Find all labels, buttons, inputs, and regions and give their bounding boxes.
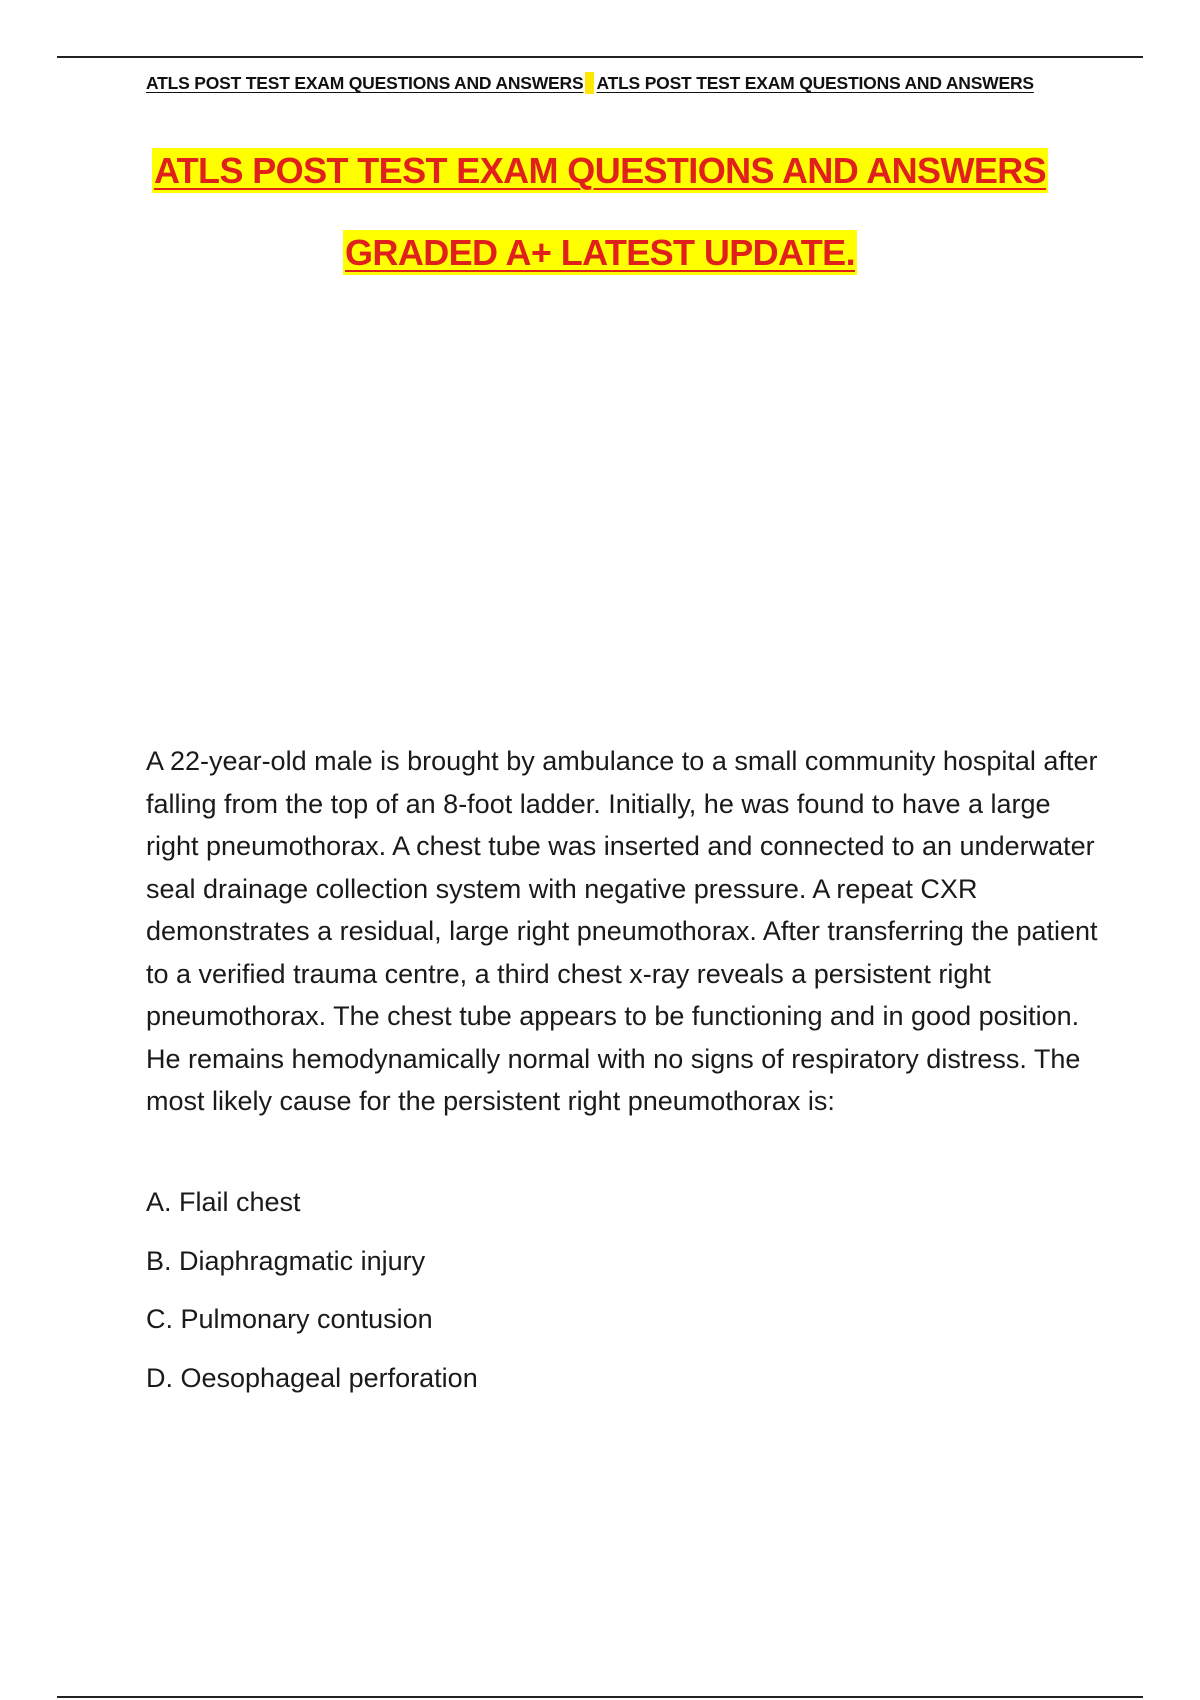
- question-text: A 22-year-old male is brought by ambulance to a small community hospital after falling from the top of an 8-foot ladder. Initially, he was found to have a large right pneumothorax. A chest tube was inserted and connected to an underwater seal drainage collection system with negative pressure. A repeat CXR demonstrates a residual, large right pneumothorax. After transferring the patient to a verified trauma centre, a third chest x-ray reveals a persistent right pneumothorax. The chest tube appears to be functioning and in good position. He remains hemodynamically normal with no signs of respiratory distress. The most likely cause for the persistent right pneumothorax is:: [146, 746, 1098, 1116]
- option-a: A. Flail chest: [146, 1187, 301, 1217]
- option-b: B. Diaphragmatic injury: [146, 1245, 426, 1276]
- running-header: [146, 72, 1076, 94]
- option-c: C. Pulmonary contusion: [146, 1304, 433, 1334]
- document-title-text-2: GRADED A+ LATEST UPDATE.: [345, 232, 855, 273]
- running-header-left: ATLS POST TEST EXAM QUESTIONS AND ANSWERS: [146, 73, 584, 93]
- header-highlight-mark: [585, 72, 594, 94]
- document-title-text-1: ATLS POST TEST EXAM QUESTIONS AND ANSWERS: [153, 150, 1047, 191]
- footer-rule: [57, 1696, 1143, 1698]
- document-title-line-1: [0, 150, 1200, 192]
- header-rule: [57, 56, 1143, 58]
- answer-options: [146, 1182, 478, 1416]
- option-d: D. Oesophageal perforation: [146, 1362, 478, 1393]
- document-title-line-2: [0, 232, 1200, 274]
- running-header-right: ATLS POST TEST EXAM QUESTIONS AND ANSWERS: [596, 73, 1034, 93]
